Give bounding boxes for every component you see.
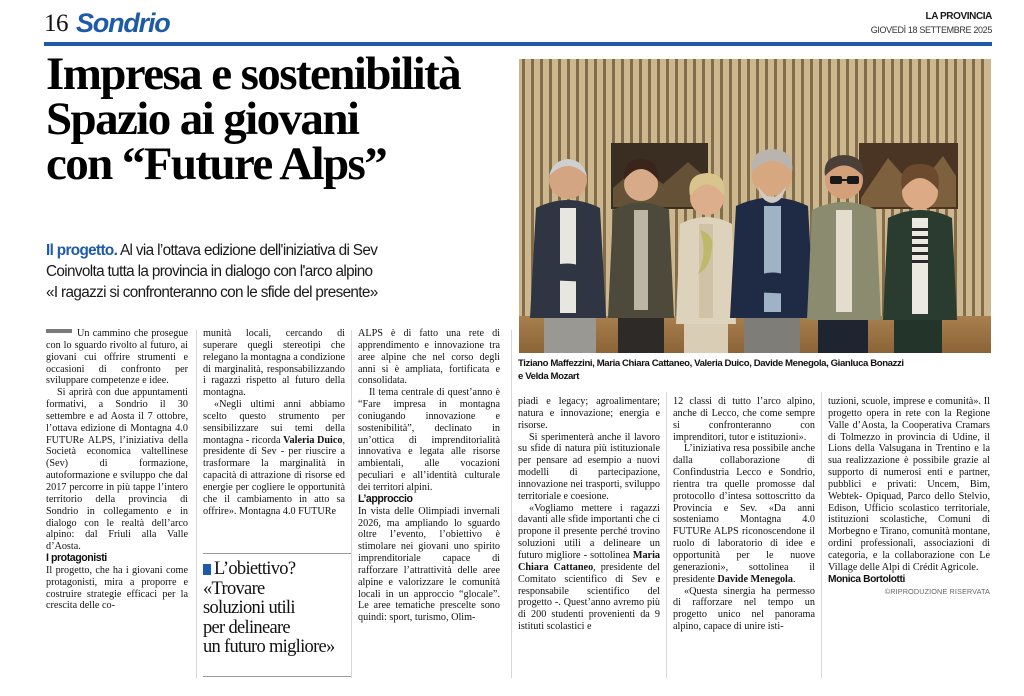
col2-paragraph-1: munità locali, cercando di superare quegli stereotipi che relegano la montagna a condizione di marginalità, responsabilizzando i ragazzi rispetto al futuro della montagna.: [203, 328, 345, 399]
col6-paragraph-1: tuzioni, scuole, imprese e comunità». Il progetto opera in rete con la Regione Valle d’Aosta, la Cooperativa Cramars di Tolmezzo in provincia di Udine, il Lions della Valsugana in Trentino e la sua realizzazione è possibile grazie al supporto di numerosi enti e partner, pubblici e privati: Uncem, Bim, Webtek- Opiquad, Parco dello Stelvio, Edison, Ufficio scolastico territoriale, istituzioni scolastiche, Comuni di Morbegno e Tirano, comunità montane, ordini professionali, associazioni di categoria, e la collaborazione con Le Village delle Alpi di Crédit Agricole.: [828, 396, 990, 573]
pullquote-rule-top: [203, 553, 351, 554]
article-headline: [46, 48, 508, 190]
column-separator: [821, 392, 822, 678]
col5-source-name: Davide Menegola: [717, 573, 793, 585]
pullquote-text: [203, 560, 353, 658]
pullquote-line-1: «Trovare: [203, 578, 265, 599]
pullquote-line-2: soluzioni utili: [203, 598, 295, 618]
article-standfirst: [46, 240, 512, 303]
group-photo-illustration: [518, 58, 992, 354]
col1-paragraph-1: Un cammino che prosegue con lo sguardo rivolto al futuro, ai giovani cui offrire strumenti e occasioni di confronto per sviluppare competenze e idee.: [46, 328, 188, 387]
col4-source-name: Maria Chiara Cattaneo: [518, 549, 660, 573]
pullquote-label: L’obiettivo?: [214, 559, 296, 579]
col2-p2-part-b: , presidente di Sev - per riuscire a trasformare la marginalità in capacità di attrazione di risorse ed energie per cogliere le opportunità che il cambiamento in atto sa offrire». Montagna 4.0 FUTURe: [203, 434, 345, 517]
paragraph-dinkus: [46, 329, 72, 333]
column-separator: [666, 392, 667, 678]
standfirst-line-3: «I ragazzi si confronteranno con le sfide del presente»: [46, 284, 378, 301]
col4-p3-part-a: «Vogliamo mettere i ragazzi davanti alle sfide importanti che ci propone il presente perché trovino soluzioni utili a delineare un futuro migliore - sottolinea: [518, 502, 660, 561]
col5-p2-part-a: L’iniziativa resa possibile anche dalla collaborazione di Confindustria Lecco e Sondrio, rientra tra quelle promosse dal protocollo d’intesa sottoscritto da Provincia e Sev. «Da anni sosteniamo Montagna 4.0 FUTURe ALPS riconoscendone il ruolo di laboratorio di idee e opportunità per le nuove generazioni», sottolinea il presidente: [673, 443, 815, 585]
col1-subhead: I protagonisti: [46, 552, 107, 565]
standfirst-line-1: Al via l’ottava edizione dell'iniziativa di Sev: [117, 242, 378, 259]
masthead: [44, 10, 992, 44]
col4-paragraph-2: Si sperimenterà anche il lavoro su sfide di natura più istituzionale per pensare ad esempio a nuovi modelli di partecipazione, innovazione nei trasporti, sviluppo territoriale e coesione.: [518, 431, 660, 502]
column-separator: [511, 330, 512, 678]
headline-line-3: con “Future Alps”: [46, 138, 387, 190]
article-photo: [518, 58, 992, 354]
standfirst-line-2: Coinvolta tutta la provincia in dialogo con l'arco alpino: [46, 263, 373, 280]
col3-paragraph-2: Il tema centrale di quest’anno è “Fare impresa in montagna coniugando innovazione e sostenibilità”, declinato in un’ottica di imprenditorialità innovativa e legata alle risorse ambientali, alle vocazioni peculiari e all’identità culturale dei territori alpini.: [358, 387, 500, 493]
col5-p2-part-b: .: [792, 573, 796, 585]
page-folio-number: 16: [44, 10, 68, 37]
body-column-6: [828, 396, 990, 597]
pullquote-square-icon: [203, 564, 211, 575]
headline-line-2: Spazio ai giovani: [46, 93, 359, 145]
body-column-3: [358, 328, 500, 624]
col3-paragraph-1: ALPS è di fatto una rete di apprendimento e innovazione tra aree alpine che nel corso degli anni si è ampliata, fortificata e consolidata.: [358, 328, 500, 387]
col2-paragraph-2: [203, 399, 345, 517]
body-column-2: [203, 328, 345, 518]
col5-paragraph-3: «Questa sinergia ha permesso di rafforzare nel tempo un progetto unico nel panorama alpino, capace di unire isti-: [673, 585, 815, 633]
photo-caption: [518, 358, 992, 383]
col5-paragraph-2: [673, 443, 815, 585]
body-column-5: [673, 396, 815, 633]
col4-p3-part-b: , presidente del Comitato scientifico di Sev e responsabile scientifico del progetto -. Quest’anno avremo più di 200 studenti provenienti da 9 istituti scolastici e: [518, 561, 660, 633]
column-separator: [196, 330, 197, 678]
brand-block: [871, 11, 992, 36]
standfirst-kicker: Il progetto.: [46, 242, 118, 259]
article-byline: Monica Bortolotti: [828, 573, 905, 585]
photo-caption-line-1: Tiziano Maffezzini, Maria Chiara Cattaneo, Valeria Duico, Davide Menegola, Gianluca Bonazzi: [518, 358, 904, 369]
col1-paragraph-2: Si aprirà con due appuntamenti formativi, a Sondrio il 30 settembre e ad Aosta il 7 ottobre, l’ottava edizione di Montagna 4.0 FUTURe ALPS, l’iniziativa della Società economica valtellinese (Sev) di formazione, autoformazione e sviluppo che dal 2017 percorre in più tappe l’intero territorio della provincia di Sondrio in collegamento e in dialogo con le realtà dell’arco alpino: dal Friuli alla Valle d’Aosta.: [46, 387, 188, 553]
col3-paragraph-3: In vista delle Olimpiadi invernali 2026, ma ampliando lo sguardo oltre l’evento, l’obiettivo è stimolare nei giovani uno spirito imprenditoriale capace di rafforzare l’attrattività delle aree alpine e valorizzare le comunità locali in un approccio “glocale”. Le aree tematiche prescelte sono quindi: sport, turismo, Olim-: [358, 505, 500, 624]
col2-p2-part-a: «Negli ultimi anni abbiamo scelto questo strumento per sensibilizzare sui temi della montagna - ricorda: [203, 399, 345, 446]
pullquote-line-3: per delineare: [203, 617, 290, 638]
pullquote-rule-bottom: [203, 676, 351, 677]
col2-source-name: Valeria Duico: [283, 434, 343, 446]
newspaper-brand: LA PROVINCIA: [925, 11, 992, 22]
body-column-4: [518, 396, 660, 633]
col5-paragraph-1: 12 classi di tutto l’arco alpino, anche di Lecco, che come sempre si confronteranno con imprenditori, tutor e istituzioni».: [673, 396, 815, 443]
col3-subhead: L’approccio: [358, 492, 413, 505]
masthead-rule: [44, 42, 992, 46]
copyright-notice: ©RIPRODUZIONE RISERVATA: [884, 586, 990, 596]
col1-paragraph-3: Il progetto, che ha i giovani come protagonisti, mira a proporre e costruire strategie efficaci per la crescita delle co-: [46, 564, 188, 612]
section-title: Sondrio: [76, 8, 170, 38]
pullquote-line-4: un futuro migliore»: [203, 637, 335, 657]
headline-line-1: Impresa e sostenibilità: [46, 48, 461, 100]
issue-date: GIOVEDÌ 18 SETTEMBRE 2025: [870, 25, 992, 35]
body-column-1: [46, 328, 188, 612]
col4-paragraph-3: [518, 503, 660, 633]
col4-paragraph-1: piadi e legacy; agroalimentare; natura e innovazione; energia e risorse.: [518, 396, 660, 431]
pullquote: [203, 560, 353, 658]
photo-caption-line-2: e Velda Mozart: [518, 370, 580, 382]
